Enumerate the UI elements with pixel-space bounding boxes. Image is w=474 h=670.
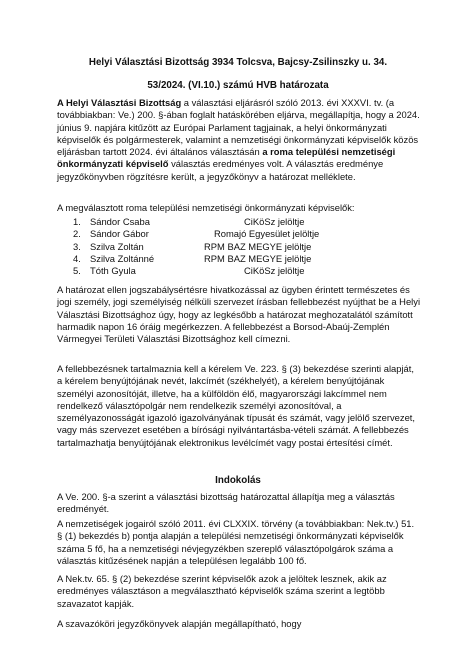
rep-number: 3. <box>73 240 81 252</box>
rep-name: Tóth Gyula <box>90 265 136 277</box>
committee-header: Helyi Választási Bizottság 3934 Tolcsva, Bajcsy-Zsilinszky u. 34. <box>88 57 388 68</box>
rep-number: 2. <box>73 228 81 240</box>
reasoning-paragraph: A Ve. 200. §-a szerint a választási bizottság határozattal állapítja meg a választás eredményét. <box>57 491 395 515</box>
rep-org: CiKöSz jelöltje <box>244 265 305 277</box>
rep-number: 4. <box>73 252 81 264</box>
intro-bold-mid: a roma települési nemzetiségi önkormányzati képviselő <box>57 146 396 170</box>
reasoning-paragraph: A Nek.tv. 65. § (2) bekezdése szerint képviselők azok a jelöltek lesznek, akik az eredményes választáson a megválasztható képviselők száma szerint a legtöbb szavazatot kapják. <box>57 573 387 609</box>
representative-row <box>73 241 413 253</box>
rep-org: RPM BAZ MEGYE jelöltje <box>204 252 312 264</box>
rep-name: Szilva Zoltán <box>90 240 144 252</box>
intro-bold-start: A Helyi Választási Bizottság <box>57 97 182 108</box>
rep-org: Romajó Egyesület jelöltje <box>214 228 320 240</box>
representative-row <box>73 265 413 277</box>
rep-number: 1. <box>73 216 81 227</box>
appeal-content-paragraph: A fellebbezésnek tartalmaznia kell a kérelem Ve. 223. § (3) bekezdése szerinti alapját, a kérelem benyújtójának nevét, lakcímét (székhelyét), a kérelem benyújtójának személyi azonosítóját, illetve, ha a külföldön élő, magyarországi lakcímmel nem rendelkező választópolgár nem rendelkezik személyi azonosítóval, a személyazonosságát igazoló igazolványának típusát és számát, vagy jelölő szervezet, vagy más szervezet esetében a bírósági nyilvántartásba-vételi számát. A fellebbezés tartalmazhatja benyújtójának elektronikus levélcímét vagy postai értesítési címét. <box>57 363 416 448</box>
resolution-number: 53/2024. (VI.10.) számú HVB határozata <box>147 80 329 91</box>
rep-name: Sándor Gábor <box>90 228 149 240</box>
appeal-paragraph: A határozat ellen jogszabálysértésre hivatkozással az ügyben érintett természetes és jogi személy, jogi személyiség nélküli szervezet írásban fellebbezést nyújthat be a Helyi Választási Bizottsághoz úgy, hogy az legkésőbb a határozat meghozatalától számított harmadik napon 16 óráig megérkezzen. A fellebbezést a Borsod-Abaúj-Zemplén Vármegyei Területi Választási Bizottsághoz kell címezni. <box>57 284 421 345</box>
rep-org: RPM BAZ MEGYE jelöltje <box>204 240 312 252</box>
representatives-list <box>73 216 413 277</box>
representative-row <box>73 216 413 228</box>
intro-text-a: a választási eljárásról szóló 2013. évi XXXVI. tv. (a továbbiakban: Ve.) 200. §-ában foglalt hatáskörében eljárva, megállapítja, hogy a 2024. június 9. napjára kitűzött az Európai Parlament tagjainak, a helyi önkormányzati képviselők és polgármesterek, valamint a nemzetiségi önkormányzati képviselők közös eljárásban tartott 2024. évi általános választásán <box>57 97 420 158</box>
reasoning-title: Indokolás <box>215 475 261 486</box>
reasoning-paragraph: A nemzetiségek jogairól szóló 2011. évi CLXXIX. törvény (a továbbiakban: Nek.tv.) 51. § (1) bekezdés b) pontja alapján a települési nemzetiségi önkormányzati képviselők száma 5 fő, ha a nemzetiségi névjegyzékben szereplő választópolgárok száma a választás kitűzésének napján a településen legalább 100 fő. <box>57 518 415 566</box>
rep-name: Sándor Csaba <box>90 216 150 227</box>
elected-intro: A megválasztott roma települési nemzetiségi önkormányzati képviselők: <box>57 202 355 213</box>
rep-name: Szilva Zoltánné <box>90 252 155 264</box>
rep-number: 5. <box>73 265 81 277</box>
intro-paragraph <box>57 97 421 183</box>
representative-row <box>73 253 413 265</box>
intro-text-b: választás eredményes volt. A választás eredménye jegyzőkönyvben rögzítésre került, a jegyzőkönyv a határozat melléklete. <box>57 158 384 182</box>
representative-row <box>73 228 413 240</box>
rep-org: CiKöSz jelöltje <box>244 216 305 227</box>
reasoning-paragraph: A szavazóköri jegyzőkönyvek alapján megállapítható, hogy <box>57 618 302 629</box>
